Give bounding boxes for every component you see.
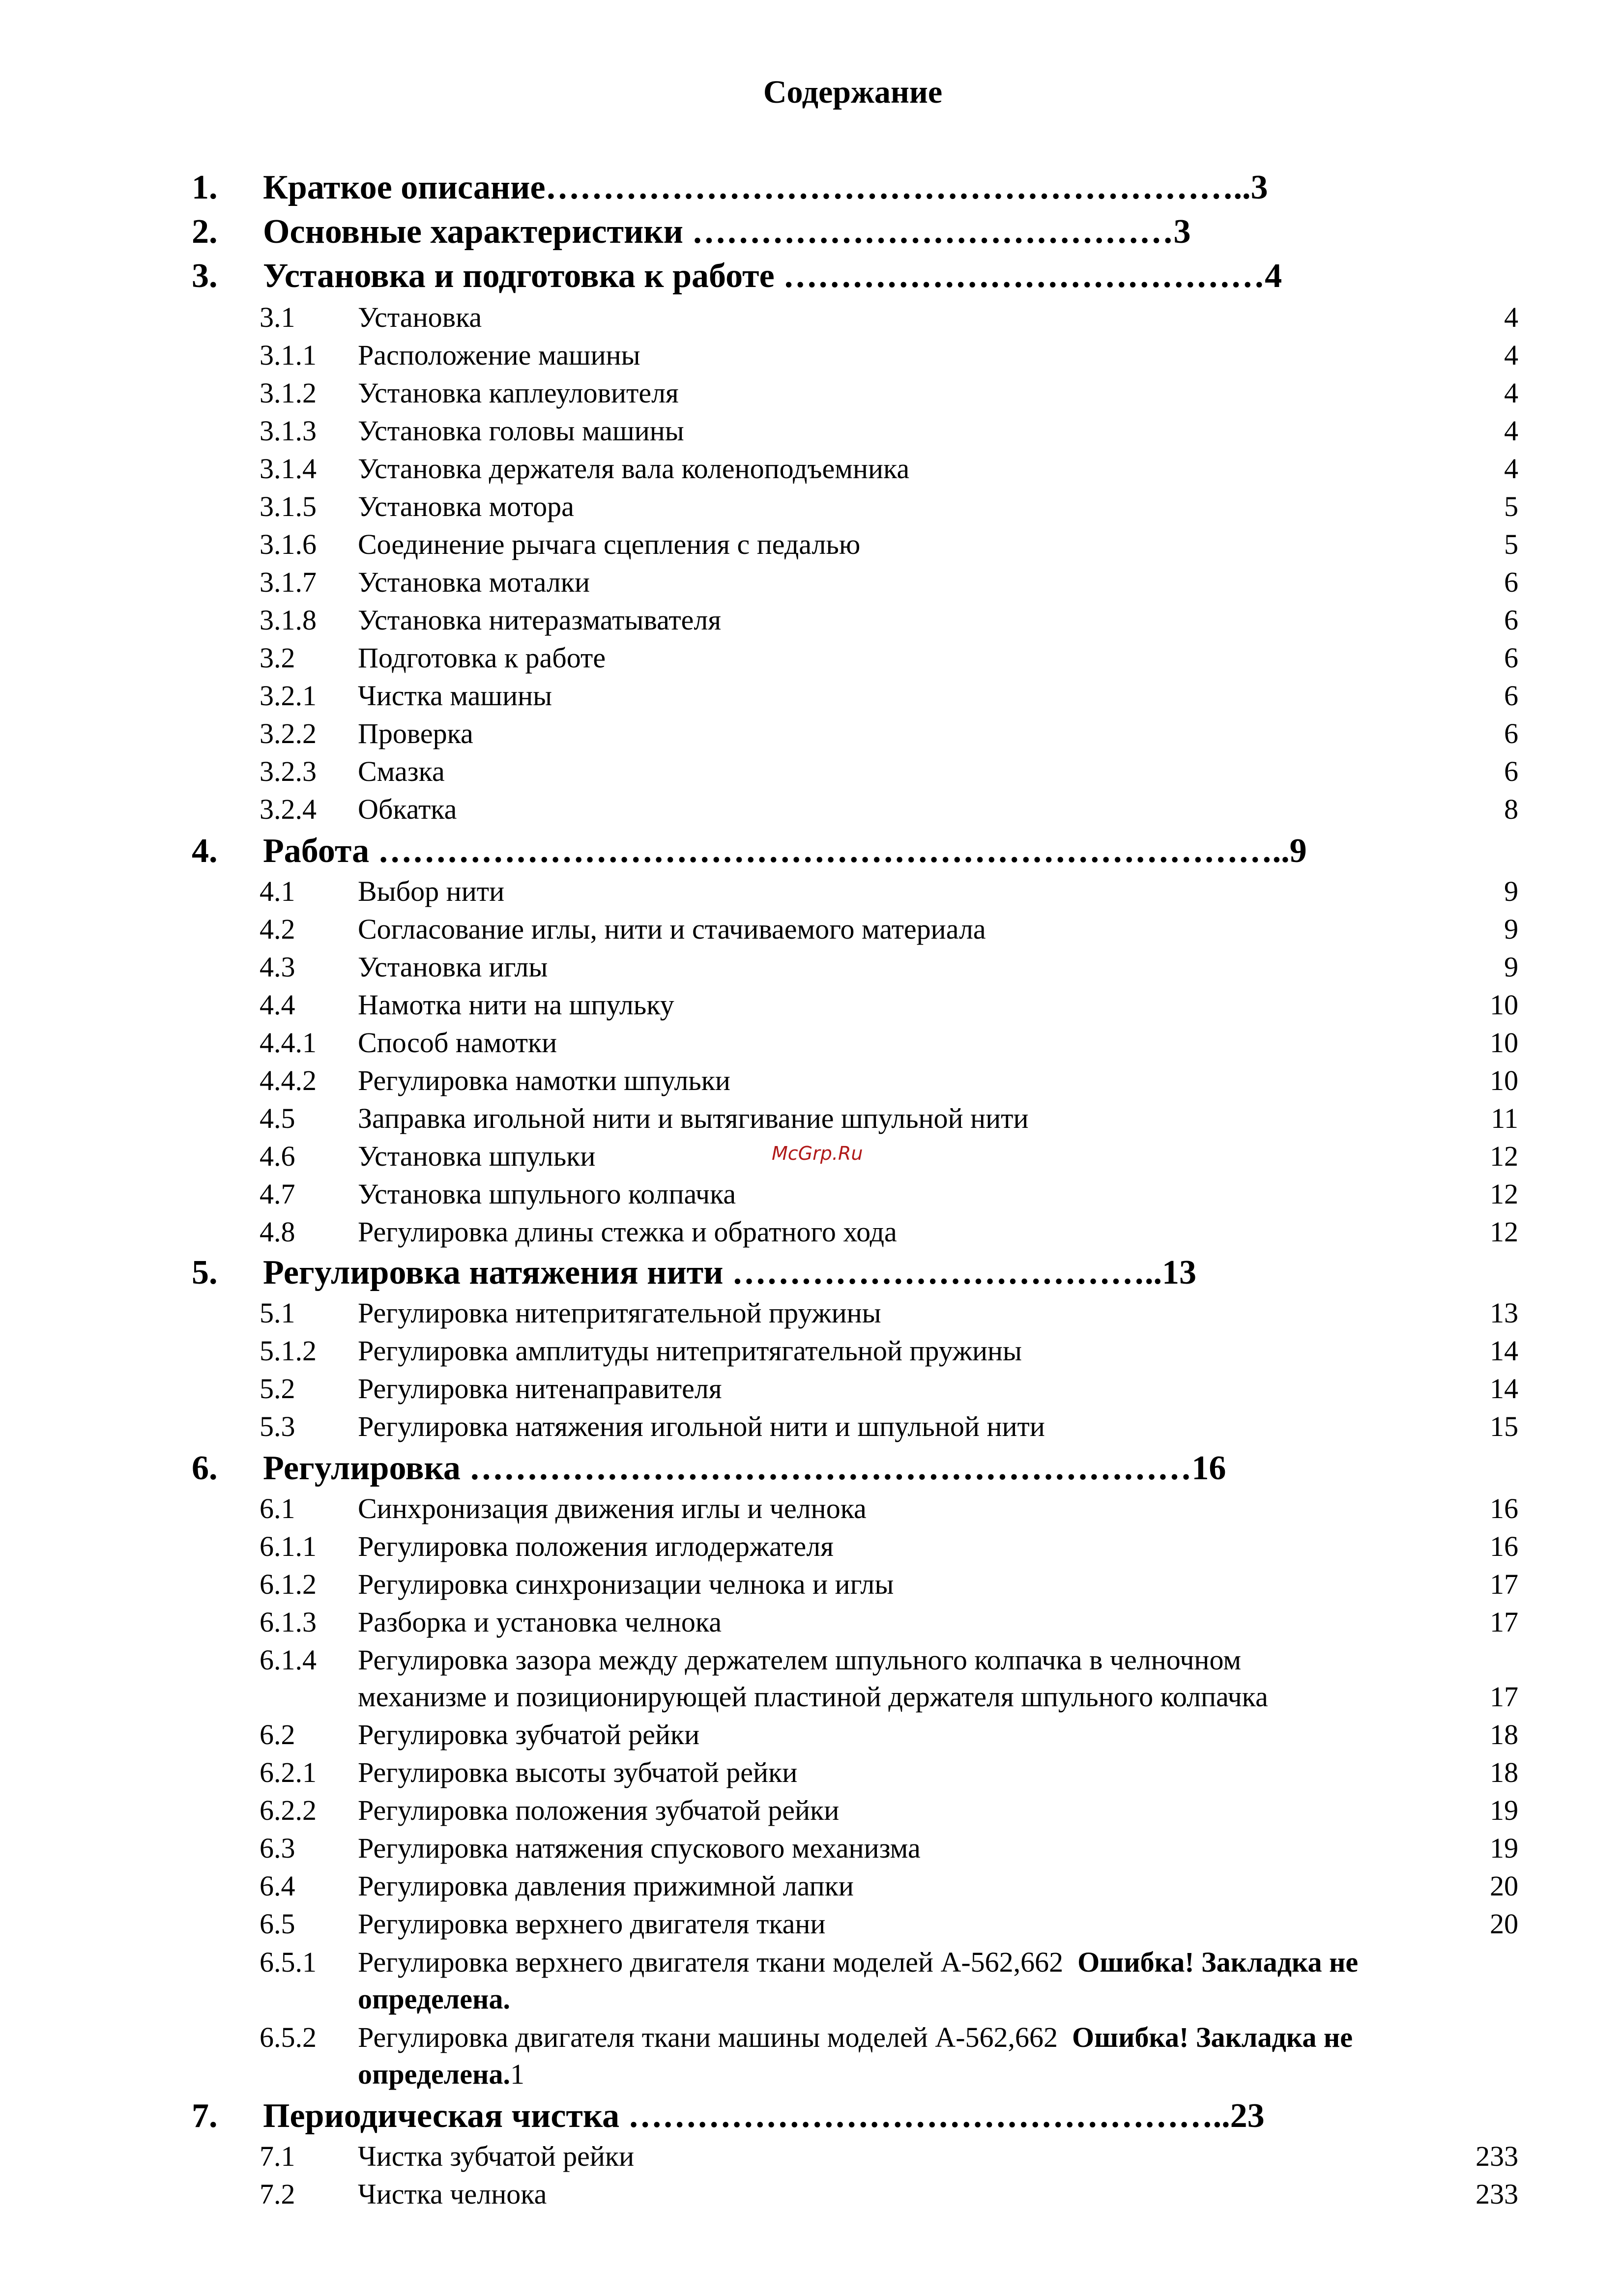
chapter-title: Работа ……………………………………………………………………..9 <box>263 832 1307 870</box>
entry-title: Регулировка амплитуды нитепритягательной пружины <box>358 1335 1022 1367</box>
entry-page: 10 <box>1490 989 1518 1021</box>
entry-number: 3.2.2 <box>260 718 317 749</box>
entry-number: 5.3 <box>260 1410 295 1442</box>
entry-title: Намотка нити на шпульку <box>358 989 674 1021</box>
chapter-number: 3. <box>192 257 218 295</box>
toc-entry[interactable] <box>260 450 1518 488</box>
toc-entry[interactable] <box>260 791 1518 828</box>
toc-entry[interactable] <box>260 1566 1518 1603</box>
toc-entry[interactable] <box>260 1370 1518 1407</box>
watermark: McGrp.Ru <box>772 1143 863 1164</box>
entry-page: 19 <box>1490 1832 1518 1864</box>
entry-title: Чистка челнока <box>358 2178 547 2210</box>
entry-number: 4.2 <box>260 913 295 945</box>
entry-number: 3.1.3 <box>260 415 317 447</box>
toc-entry-error[interactable] <box>260 1944 1518 1981</box>
entry-number: 4.4.2 <box>260 1064 317 1096</box>
entry-page: 5 <box>1504 528 1518 560</box>
entry-title: Установка нитеразматывателя <box>358 604 722 636</box>
toc-entry[interactable] <box>260 1754 1518 1791</box>
entry-title: Регулировка положения зубчатой рейки <box>358 1794 840 1826</box>
entry-page: 6 <box>1504 718 1518 749</box>
entry-page: 6 <box>1504 755 1518 787</box>
chapter-number: 7. <box>192 2097 218 2135</box>
entry-title: Соединение рычага сцепления с педалью <box>358 528 861 560</box>
entry-number: 3.1.6 <box>260 528 317 560</box>
entry-title: Смазка <box>358 755 445 787</box>
entry-page: 6 <box>1504 642 1518 674</box>
entry-number: 7.1 <box>260 2140 295 2172</box>
toc-entry[interactable] <box>260 1138 1518 1175</box>
toc-entry[interactable] <box>260 911 1518 948</box>
entry-page: 10 <box>1490 1064 1518 1096</box>
entry-number: 4.6 <box>260 1140 295 1172</box>
toc-entry[interactable] <box>260 1792 1518 1829</box>
entry-number: 6.1.1 <box>260 1530 317 1562</box>
toc-entry[interactable] <box>260 753 1518 790</box>
entry-page: 8 <box>1504 793 1518 825</box>
entry-number: 3.1 <box>260 301 295 333</box>
entry-page: 10 <box>1490 1027 1518 1059</box>
entry-page: 17 <box>1490 1606 1518 1638</box>
entry-number: 4.1 <box>260 875 295 907</box>
entry-number: 5.2 <box>260 1373 295 1405</box>
toc-entry[interactable] <box>260 1062 1518 1099</box>
chapter-number: 1. <box>192 169 218 206</box>
chapter-number: 4. <box>192 832 218 870</box>
entry-title: Регулировка зазора между держателем шпульного колпачка в челночном <box>358 1644 1242 1676</box>
entry-number: 3.2.3 <box>260 755 317 787</box>
entry-number: 6.5 <box>260 1908 295 1940</box>
entry-page: 18 <box>1490 1756 1518 1788</box>
entry-page: 9 <box>1504 875 1518 907</box>
entry-page: 20 <box>1490 1870 1518 1902</box>
toc-entry[interactable] <box>260 564 1518 601</box>
entry-page: 12 <box>1490 1216 1518 1248</box>
entry-title: Регулировка натяжения игольной нити и шпульной нити <box>358 1410 1045 1442</box>
entry-number: 6.1.3 <box>260 1606 317 1638</box>
entry-number: 3.1.5 <box>260 490 317 522</box>
entry-page: 9 <box>1504 913 1518 945</box>
entry-number: 4.3 <box>260 951 295 983</box>
entry-title: Расположение машины <box>358 339 640 371</box>
toc-entry[interactable] <box>260 1213 1518 1251</box>
entry-page: 12 <box>1490 1178 1518 1210</box>
entry-title: Выбор нити <box>358 875 505 907</box>
entry-number: 5.1.2 <box>260 1335 317 1367</box>
bookmark-error: Ошибка! Закладка не <box>1072 2021 1353 2053</box>
entry-title: Регулировка высоты зубчатой рейки <box>358 1756 798 1788</box>
entry-title: механизме и позиционирующей пластиной держателя шпульного колпачка <box>358 1681 1268 1713</box>
toc-entry[interactable] <box>260 1332 1518 1370</box>
page-title: Содержание <box>763 74 943 110</box>
entry-number: 6.2.1 <box>260 1756 317 1788</box>
toc-entry[interactable] <box>260 1100 1518 1137</box>
toc-entry[interactable] <box>260 1408 1518 1445</box>
entry-number: 6.4 <box>260 1870 295 1902</box>
entry-page: 6 <box>1504 604 1518 636</box>
toc-entry[interactable] <box>260 715 1518 752</box>
toc-entry[interactable] <box>260 1641 1518 1679</box>
entry-number: 3.1.4 <box>260 453 317 485</box>
toc-entry[interactable] <box>260 873 1518 910</box>
entry-number: 6.1 <box>260 1492 295 1524</box>
entry-title-text: Регулировка двигателя ткани машины моделей А-562,662 <box>358 2021 1058 2053</box>
entry-page-fragment: 1 <box>510 2058 524 2090</box>
entry-page: 6 <box>1504 566 1518 598</box>
chapter-number: 5. <box>192 1254 218 1292</box>
entry-number: 7.2 <box>260 2178 295 2210</box>
entry-title: Способ намотки <box>358 1027 557 1059</box>
toc-entry[interactable] <box>260 948 1518 986</box>
entry-page: 15 <box>1490 1410 1518 1442</box>
entry-title <box>358 1944 1358 1981</box>
entry-page: 20 <box>1490 1908 1518 1940</box>
entry-title: Регулировка положения иглодержателя <box>358 1530 834 1562</box>
entry-title: Установка <box>358 301 482 333</box>
entry-title <box>358 2019 1353 2056</box>
entry-page: 12 <box>1490 1140 1518 1172</box>
entry-number: 6.1.2 <box>260 1568 317 1600</box>
entry-title: Чистка зубчатой рейки <box>358 2140 635 2172</box>
toc-entry[interactable] <box>260 1024 1518 1062</box>
chapter-number: 6. <box>192 1449 218 1487</box>
entry-number: 4.7 <box>260 1178 295 1210</box>
entry-title: Синхронизация движения иглы и челнока <box>358 1492 867 1524</box>
entry-title: Регулировка давления прижимной лапки <box>358 1870 854 1902</box>
entry-page: 4 <box>1504 339 1518 371</box>
toc-entry[interactable] <box>260 1604 1518 1641</box>
chapter-title: Основные характеристики ……………………………………3 <box>263 213 1191 251</box>
entry-title: Установка шпульки <box>358 1140 596 1172</box>
chapter-title: Регулировка натяжения нити ………………………………..13 <box>263 1254 1196 1292</box>
toc-entry[interactable] <box>260 488 1518 525</box>
entry-number: 6.2.2 <box>260 1794 317 1826</box>
toc-entry[interactable] <box>260 1294 1518 1332</box>
entry-title: Разборка и установка челнока <box>358 1606 722 1638</box>
entry-page: 4 <box>1504 301 1518 333</box>
entry-title: Установка каплеуловителя <box>358 377 679 409</box>
toc-entry-error[interactable] <box>260 2019 1518 2056</box>
chapter-title: Краткое описание……………………………………………………..3 <box>263 169 1268 206</box>
bookmark-error: Ошибка! Закладка не <box>1077 1946 1359 1978</box>
entry-page: 19 <box>1490 1794 1518 1826</box>
entry-number: 6.5.2 <box>260 2021 317 2053</box>
toc-entry[interactable] <box>260 1905 1518 1943</box>
toc-entry[interactable] <box>260 1176 1518 1213</box>
entry-title: Установка шпульного колпачка <box>358 1178 736 1210</box>
entry-number: 4.4 <box>260 989 295 1021</box>
entry-page: 16 <box>1490 1530 1518 1562</box>
entry-number: 3.2 <box>260 642 295 674</box>
entry-page: 17 <box>1490 1681 1518 1713</box>
entry-page: 233 <box>1476 2140 1518 2172</box>
entry-title: Регулировка верхнего двигателя ткани <box>358 1908 826 1940</box>
entry-title: Заправка игольной нити и вытягивание шпульной нити <box>358 1102 1029 1134</box>
entry-title: Регулировка синхронизации челнока и иглы <box>358 1568 894 1600</box>
entry-title: Регулировка натяжения спускового механизма <box>358 1832 921 1864</box>
entry-page: 9 <box>1504 951 1518 983</box>
toc-entry[interactable] <box>260 677 1518 715</box>
toc-entry[interactable] <box>260 299 1518 336</box>
entry-number: 4.8 <box>260 1216 295 1248</box>
toc-entry[interactable] <box>260 1716 1518 1753</box>
entry-number: 3.2.1 <box>260 680 317 712</box>
entry-page: 4 <box>1504 377 1518 409</box>
toc-entry[interactable] <box>260 1830 1518 1867</box>
entry-page: 5 <box>1504 490 1518 522</box>
entry-title: Регулировка длины стежка и обратного хода <box>358 1216 897 1248</box>
entry-title: Обкатка <box>358 793 457 825</box>
chapter-title: Периодическая чистка ……………………………………………..23 <box>263 2097 1265 2135</box>
entry-title: Подготовка к работе <box>358 642 606 674</box>
entry-page: 6 <box>1504 680 1518 712</box>
entry-title: Регулировка нитенаправителя <box>358 1373 722 1405</box>
toc-entry[interactable] <box>260 1867 1518 1905</box>
entry-page: 14 <box>1490 1335 1518 1367</box>
entry-page: 4 <box>1504 453 1518 485</box>
entry-number: 3.1.8 <box>260 604 317 636</box>
entry-page: 11 <box>1491 1102 1518 1134</box>
entry-title: Согласование иглы, нити и стачиваемого материала <box>358 913 986 945</box>
entry-page: 17 <box>1490 1568 1518 1600</box>
entry-number: 3.1.1 <box>260 339 317 371</box>
entry-title <box>358 2056 524 2093</box>
entry-page: 16 <box>1490 1492 1518 1524</box>
toc-entry[interactable] <box>260 1490 1518 1527</box>
entry-title: Установка держателя вала коленоподъемника <box>358 453 910 485</box>
toc-entry[interactable] <box>260 986 1518 1024</box>
toc-entry[interactable] <box>260 2138 1518 2175</box>
entry-page: 18 <box>1490 1719 1518 1751</box>
entry-title: Регулировка намотки шпульки <box>358 1064 730 1096</box>
entry-number: 3.1.2 <box>260 377 317 409</box>
entry-title: Установка моталки <box>358 566 590 598</box>
toc-entry[interactable] <box>260 602 1518 639</box>
entry-number: 6.3 <box>260 1832 295 1864</box>
toc-entry[interactable] <box>260 1528 1518 1565</box>
entry-number: 4.5 <box>260 1102 295 1134</box>
toc-entry[interactable] <box>260 412 1518 450</box>
entry-number: 4.4.1 <box>260 1027 317 1059</box>
toc-entry-error-continuation <box>260 2056 1518 2093</box>
toc-entry[interactable] <box>260 337 1518 374</box>
toc-entry-continuation[interactable] <box>260 1678 1518 1716</box>
entry-page: 233 <box>1476 2178 1518 2210</box>
chapter-title: Установка и подготовка к работе ……………………………………4 <box>263 257 1282 295</box>
entry-title: Установка иглы <box>358 951 548 983</box>
toc-entry-error-continuation <box>260 1980 1518 2018</box>
entry-title: Регулировка нитепритягательной пружины <box>358 1297 881 1329</box>
toc-entry[interactable] <box>260 639 1518 677</box>
chapter-number: 2. <box>192 213 218 251</box>
bookmark-error: определена. <box>358 1983 510 2015</box>
bookmark-error: определена. <box>358 2058 510 2090</box>
toc-entry[interactable] <box>260 2176 1518 2213</box>
entry-number: 5.1 <box>260 1297 295 1329</box>
entry-page: 13 <box>1490 1297 1518 1329</box>
entry-number: 3.2.4 <box>260 793 317 825</box>
toc-entry[interactable] <box>260 526 1518 563</box>
entry-title: Установка головы машины <box>358 415 684 447</box>
entry-number: 6.2 <box>260 1719 295 1751</box>
entry-title: Проверка <box>358 718 473 749</box>
entry-page: 4 <box>1504 415 1518 447</box>
entry-number: 6.5.1 <box>260 1946 317 1978</box>
entry-title: Установка мотора <box>358 490 574 522</box>
chapter-title: Регулировка ………………………………………………………16 <box>263 1449 1226 1487</box>
entry-title: Регулировка зубчатой рейки <box>358 1719 700 1751</box>
entry-page: 14 <box>1490 1373 1518 1405</box>
entry-title-text: Регулировка верхнего двигателя ткани моделей А-562,662 <box>358 1946 1064 1978</box>
toc-entry[interactable] <box>260 374 1518 412</box>
entry-number: 6.1.4 <box>260 1644 317 1676</box>
entry-title: Чистка машины <box>358 680 552 712</box>
entry-number: 3.1.7 <box>260 566 317 598</box>
